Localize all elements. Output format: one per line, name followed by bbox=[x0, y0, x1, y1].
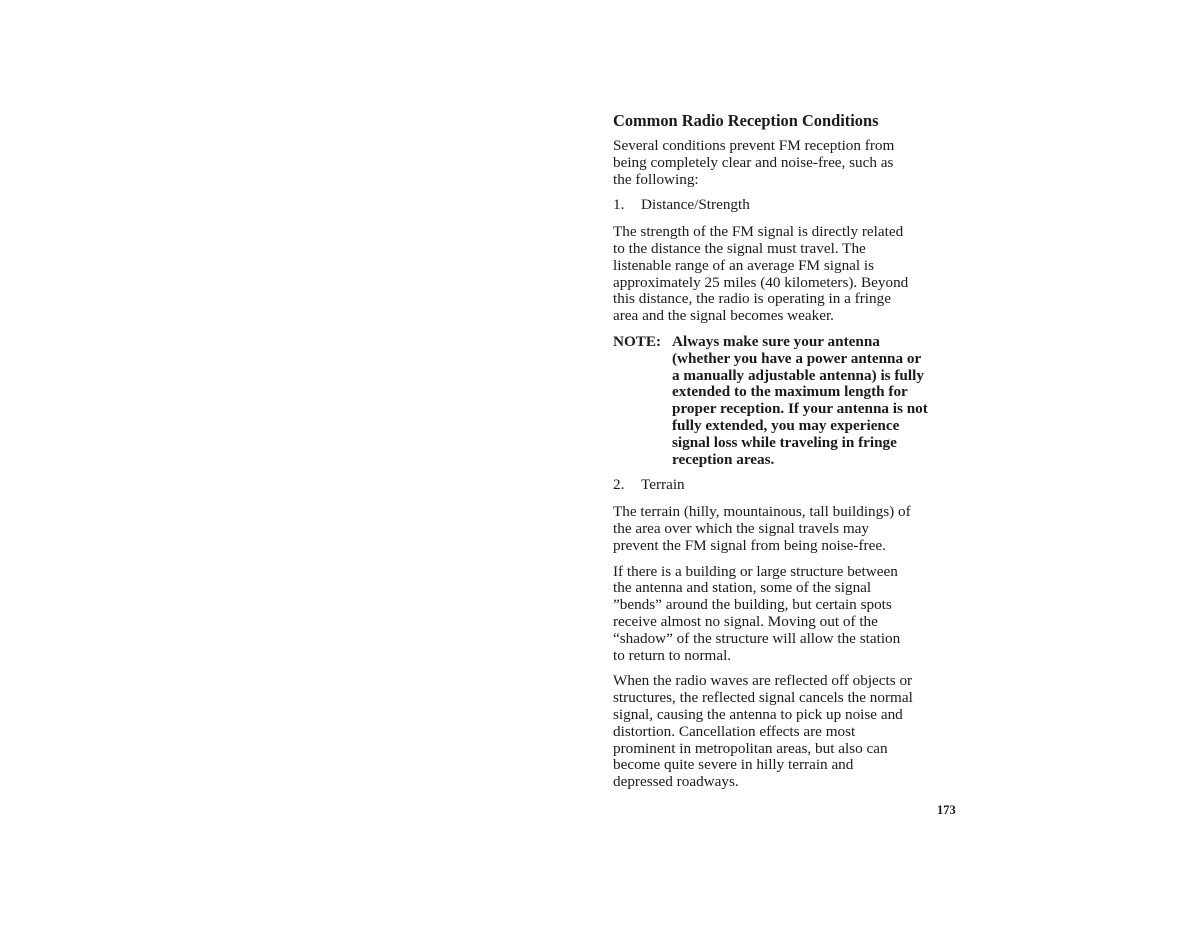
note-label: NOTE: bbox=[613, 332, 662, 350]
list-item-number: 1. bbox=[613, 196, 625, 214]
list-item-terrain bbox=[613, 477, 963, 494]
terrain-paragraph-1: The terrain (hilly, mountainous, tall buildings) of the area over which the signal travels may prevent the FM signal from being noise-free. bbox=[613, 503, 911, 554]
note-text: Always make sure your antenna (whether you have a power antenna or a manually adjustable antenna) is fully extended to the maximum length for proper reception. If your antenna is not fully extended, you may experience signal loss while traveling in fringe reception areas. bbox=[672, 332, 928, 468]
list-item-number: 2. bbox=[613, 476, 625, 494]
list-item-label: Distance/Strength bbox=[641, 196, 750, 214]
section-title: Common Radio Reception Conditions bbox=[613, 111, 879, 130]
intro-paragraph: Several conditions prevent FM reception from being completely clear and noise-free, such as the following: bbox=[613, 137, 895, 188]
page-number: 173 bbox=[937, 803, 956, 817]
terrain-paragraph-2: If there is a building or large structure between the antenna and station, some of the signal ”bends” around the building, but certain spots receive almost no signal. Moving out of the “shadow” of the structure will allow the station to return to normal. bbox=[613, 562, 901, 664]
text-column bbox=[613, 111, 963, 800]
list-item-distance bbox=[613, 197, 963, 214]
distance-paragraph: The strength of the FM signal is directly related to the distance the signal must travel. The listenable range of an average FM signal is approximately 25 miles (40 kilometers). Beyond this distance, the radio is operating in a fringe area and the signal becomes weaker. bbox=[613, 223, 909, 325]
list-item-label: Terrain bbox=[641, 476, 685, 494]
terrain-paragraph-3: When the radio waves are reflected off objects or structures, the reflected signal cancels the normal signal, causing the antenna to pick up noise and distortion. Cancellation effects are most prominent in metropolitan areas, but also can become quite severe in hilly terrain and depressed roadways. bbox=[613, 672, 913, 791]
note-block bbox=[613, 334, 963, 468]
